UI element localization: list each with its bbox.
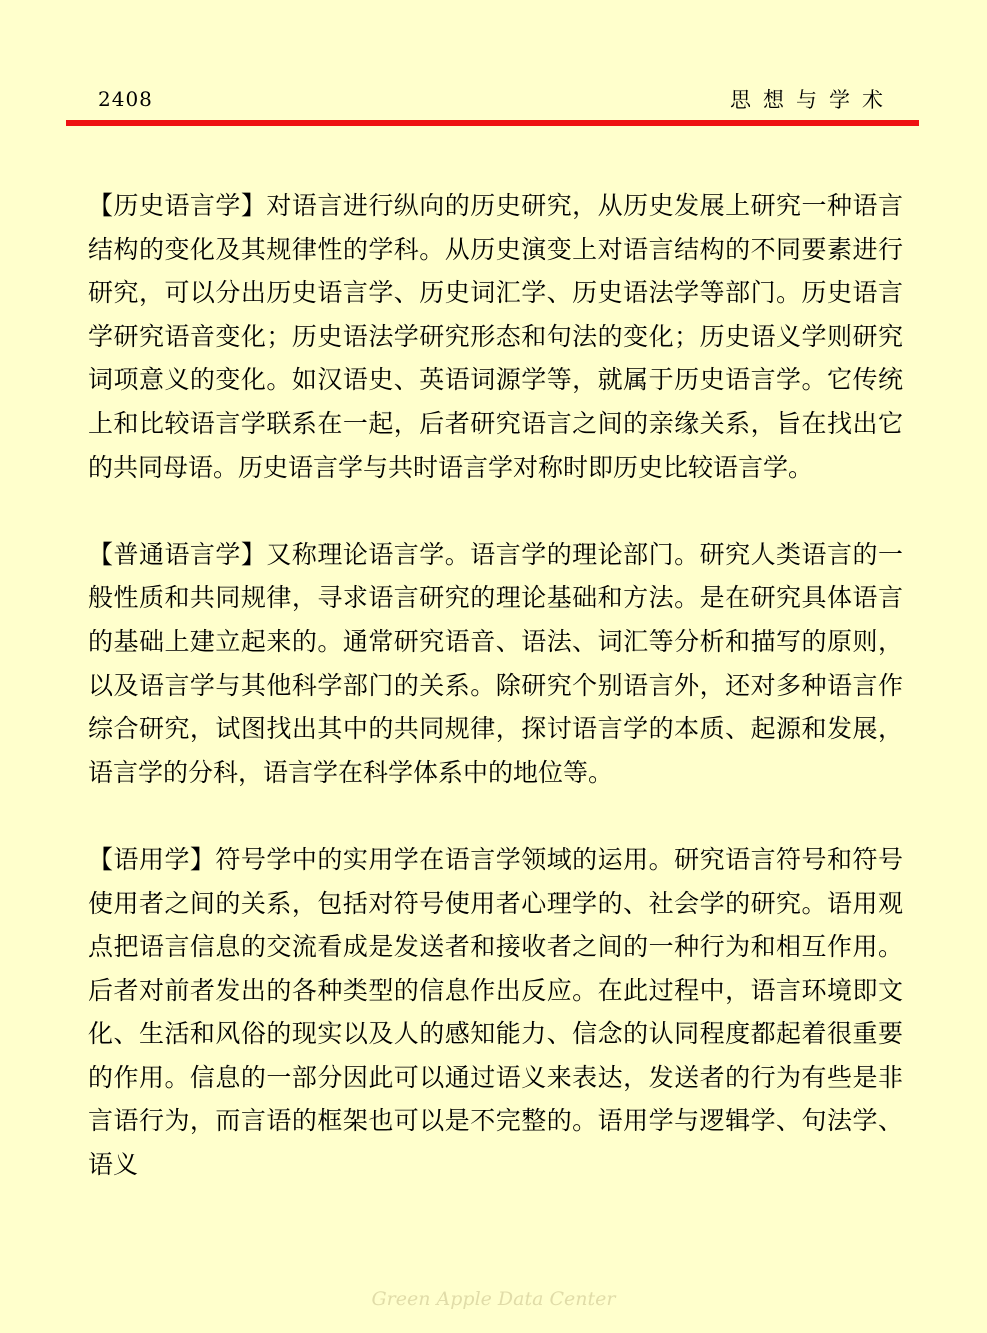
entry-pragmatics xyxy=(88,838,903,1187)
entry-general-linguistics xyxy=(88,533,903,795)
entry-term: 【语用学】 xyxy=(88,844,216,874)
entry-text: 符号学中的实用学在语言学领域的运用。研究语言符号和符号使用者之间的关系，包括对符号使用者心理学的、社会学的研究。语用观点把语言信息的交流看成是发送者和接收者之间的一种行为和相互作用。后者对前者发出的各种类型的信息作出反应。在此过程中，语言环境即文化、生活和风俗的现实以及人的感知能力、信念的认同程度都起着很重要的作用。信息的一部分因此可以通过语义来表达，发送者的行为有些是非言语行为，而言语的框架也可以是不完整的。语用学与逻辑学、句法学、语义 xyxy=(88,844,903,1180)
watermark: Green Apple Data Center xyxy=(371,1288,616,1310)
entry-historical-linguistics xyxy=(88,184,903,489)
header-rule xyxy=(66,120,919,126)
entry-text: 对语言进行纵向的历史研究，从历史发展上研究一种语言结构的变化及其规律性的学科。从历史演变上对语言结构的不同要素进行研究，可以分出历史语言学、历史词汇学、历史语法学等部门。历史语言学研究语音变化；历史语法学研究形态和句法的变化；历史语义学则研究词项意义的变化。如汉语史、英语词源学等，就属于历史语言学。它传统上和比较语言学联系在一起，后者研究语言之间的亲缘关系，旨在找出它的共同母语。历史语言学与共时语言学对称时即历史比较语言学。 xyxy=(88,191,903,482)
entry-text: 又称理论语言学。语言学的理论部门。研究人类语言的一般性质和共同规律，寻求语言研究的理论基础和方法。是在研究具体语言的基础上建立起来的。通常研究语音、语法、词汇等分析和描写的原则，以及语言学与其他科学部门的关系。除研究个别语言外，还对多种语言作综合研究，试图找出其中的共同规律，探讨语言学的本质、起源和发展，语言学的分科，语言学在科学体系中的地位等。 xyxy=(88,539,903,787)
page-number: 2408 xyxy=(98,87,153,111)
entries xyxy=(88,184,903,1230)
entry-term: 【普通语言学】 xyxy=(88,539,267,569)
entry-term: 【历史语言学】 xyxy=(88,191,267,220)
running-title: 思想与学术 xyxy=(730,88,895,112)
